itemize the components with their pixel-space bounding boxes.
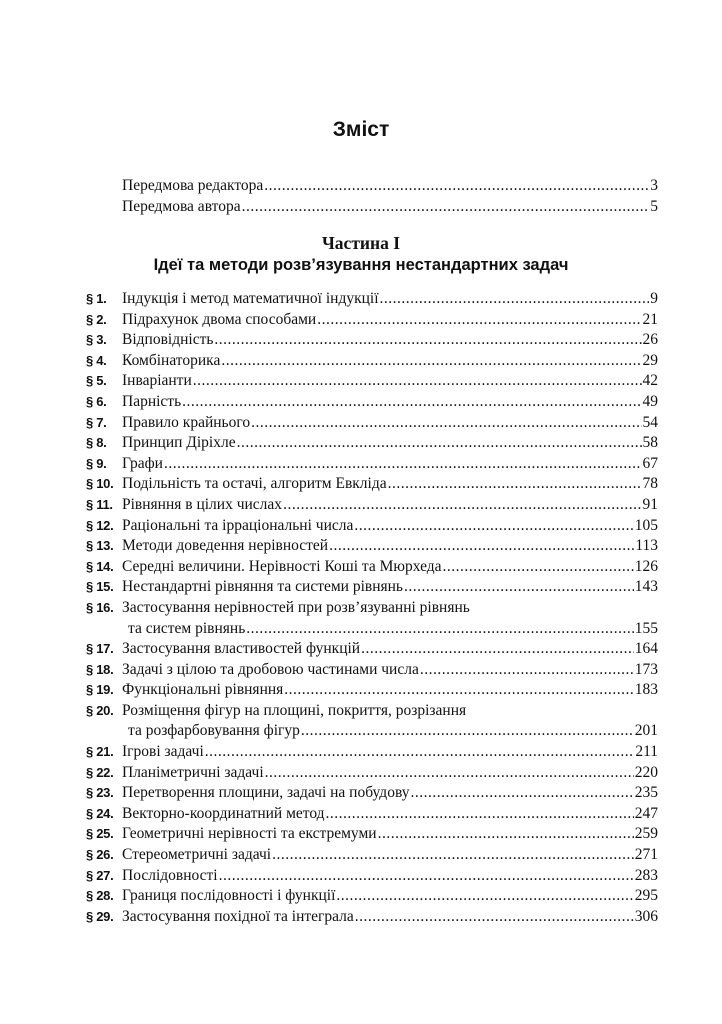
toc-entry[interactable] <box>86 557 658 578</box>
toc-entry-page: 155 <box>634 619 658 637</box>
leader-dots <box>221 351 641 372</box>
section-number: § 17. <box>86 641 114 657</box>
section-number: § 2. <box>86 311 107 327</box>
toc-entry-page: 143 <box>634 578 658 596</box>
toc-entry-page: 3 <box>650 177 658 194</box>
toc-entry[interactable] <box>86 536 658 557</box>
leader-dots <box>164 454 642 475</box>
toc-entry[interactable] <box>86 907 658 928</box>
toc-entry[interactable] <box>86 392 658 413</box>
toc-entry-title: Парність <box>122 392 182 410</box>
toc-entry-page: 42 <box>642 372 658 390</box>
toc-entry-page: 29 <box>642 351 658 369</box>
leader-dots <box>272 845 634 866</box>
toc-entry[interactable] <box>86 701 658 722</box>
leader-dots <box>355 907 634 928</box>
toc-entry-title: Нестандартні рівняння та системи рівнянь <box>122 578 403 596</box>
toc-entry[interactable] <box>86 598 658 619</box>
toc-entry-title: Ігрові задачі <box>122 743 204 761</box>
toc-entry-title: Методи доведення нерівностей <box>122 537 329 555</box>
section-number: § 26. <box>86 847 114 863</box>
toc-entry-title: Індукція і метод математичної індукції <box>122 290 379 307</box>
toc-entry[interactable] <box>86 824 658 845</box>
toc-entry-title: Графи <box>122 454 163 472</box>
toc-entry-title: Застосування властивостей функцій <box>122 640 361 658</box>
toc-entry[interactable] <box>86 433 658 454</box>
section-number: § 10. <box>86 476 114 492</box>
toc-entry-title: Передмова автора <box>122 197 241 215</box>
section-number: § 3. <box>86 332 107 348</box>
toc-entry-title: Середні величини. Нерівності Коші та Мюрхеда <box>122 557 442 575</box>
toc-entry-title: Раціональні та ірраціональні числа <box>122 516 354 534</box>
leader-dots <box>380 289 650 310</box>
leader-dots <box>214 330 641 351</box>
toc-entry[interactable] <box>86 660 658 681</box>
toc-entry-title: Передмова редактора <box>122 177 264 194</box>
toc-entry-page: 247 <box>634 804 658 822</box>
toc-entry-title: Комбінаторика <box>122 351 221 369</box>
toc-entry-page: 26 <box>642 331 658 349</box>
toc-entry-page: 105 <box>634 516 658 534</box>
section-number: § 16. <box>86 599 114 615</box>
section-number: § 12. <box>86 517 114 533</box>
toc-entry-title: Відповідність <box>122 331 214 349</box>
leader-dots <box>420 660 634 681</box>
toc-entry[interactable] <box>86 454 658 475</box>
section-number: § 13. <box>86 538 114 554</box>
section-number: § 14. <box>86 558 114 574</box>
leader-dots <box>388 474 642 495</box>
leader-dots <box>284 680 633 701</box>
leader-dots <box>410 783 633 804</box>
leader-dots <box>283 495 641 516</box>
toc-entry[interactable] <box>86 413 658 434</box>
leader-dots <box>301 721 634 742</box>
section-number: § 24. <box>86 805 114 821</box>
toc-entry[interactable] <box>86 289 658 310</box>
section-number: § 1. <box>86 291 107 306</box>
chapter-list <box>86 289 658 927</box>
toc-entry-title: Рівняння в цілих числах <box>122 495 283 513</box>
leader-dots <box>264 176 649 197</box>
toc-entry[interactable] <box>86 495 658 516</box>
section-number: § 28. <box>86 888 114 904</box>
leader-dots <box>404 577 634 598</box>
section-number: § 8. <box>86 435 107 451</box>
section-number: § 7. <box>86 414 107 430</box>
section-number: § 18. <box>86 661 114 677</box>
toc-entry-page: 295 <box>634 887 658 905</box>
part-subtitle: Ідеї та методи розв’язування нестандартних задач <box>153 256 569 274</box>
leader-dots <box>317 310 641 331</box>
toc-entry-title: Застосування похідної та інтеграла <box>122 907 354 925</box>
leader-dots <box>237 433 642 454</box>
toc-entry-page: 126 <box>634 557 658 575</box>
toc-entry-title-cont: та розфарбовування фігур <box>128 722 300 740</box>
toc-entry-page: 54 <box>642 413 658 431</box>
toc-entry-continuation[interactable] <box>122 619 658 640</box>
leader-dots <box>336 886 633 907</box>
leader-dots <box>443 557 634 578</box>
toc-entry-title: Планіметричні задачі <box>122 763 264 781</box>
toc-entry-page: 211 <box>635 743 658 761</box>
toc-entry[interactable] <box>86 371 658 392</box>
toc-entry[interactable] <box>86 310 658 331</box>
toc-entry[interactable] <box>86 783 658 804</box>
toc-entry[interactable] <box>86 351 658 372</box>
toc-entry[interactable] <box>86 886 658 907</box>
toc-entry-page: 91 <box>642 495 658 513</box>
toc-entry[interactable] <box>86 742 658 763</box>
section-number: § 20. <box>86 702 114 718</box>
toc-entry-title: Розміщення фігур на площині, покриття, розрізання <box>122 701 467 719</box>
toc-entry-title: Геометричні нерівності та екстремуми <box>122 825 377 843</box>
leader-dots <box>246 619 633 640</box>
leader-dots <box>251 413 641 434</box>
toc-entry-page: 271 <box>634 846 658 864</box>
toc-entry-page: 49 <box>642 392 658 410</box>
leader-dots <box>205 742 635 763</box>
toc-entry-page: 67 <box>642 454 658 472</box>
section-number: § 27. <box>86 867 114 883</box>
section-number: § 25. <box>86 826 114 842</box>
leader-dots <box>378 824 634 845</box>
toc-entry-title: Принцип Діріхле <box>122 434 236 452</box>
leader-dots <box>242 197 650 218</box>
toc-entry-title: Стереометричні задачі <box>122 846 272 864</box>
toc-entry-title: Послідовності <box>122 866 218 884</box>
toc-entry-title: Границя послідовності і функції <box>122 887 336 905</box>
toc-entry-page: 235 <box>634 784 658 802</box>
toc-entry-page: 9 <box>650 290 658 307</box>
toc-entry-page: 283 <box>634 866 658 884</box>
section-number: § 4. <box>86 352 107 368</box>
toc-entry-title: Перетворення площини, задачі на побудову <box>122 784 410 802</box>
toc-entry-page: 5 <box>650 197 658 215</box>
section-number: § 6. <box>86 393 107 409</box>
toc-entry[interactable] <box>86 516 658 537</box>
toc-entry-title: Подільність та остачі, алгоритм Евкліда <box>122 475 387 493</box>
toc-entry-title: Векторно-координатний метод <box>122 804 325 822</box>
leader-dots <box>193 371 642 392</box>
toc-entry-title: Інваріанти <box>122 372 192 390</box>
section-number: § 11. <box>86 496 113 512</box>
toc-entry-page: 21 <box>642 310 658 328</box>
leader-dots <box>182 392 641 413</box>
section-number: § 5. <box>86 373 107 389</box>
section-number: § 29. <box>86 908 114 924</box>
toc-entry[interactable] <box>86 577 658 598</box>
front-matter <box>122 176 658 217</box>
toc-entry-title: Підрахунок двома способами <box>122 310 317 328</box>
part-label: Частина I <box>321 233 401 253</box>
toc-entry[interactable] <box>86 474 658 495</box>
leader-dots <box>219 866 634 887</box>
toc-entry-page: 220 <box>634 763 658 781</box>
toc-entry-page: 173 <box>634 660 658 678</box>
toc-entry[interactable] <box>122 176 658 197</box>
section-number: § 23. <box>86 785 114 801</box>
section-number: § 15. <box>86 579 114 595</box>
toc-entry[interactable] <box>86 845 658 866</box>
toc-entry-title: Застосування нерівностей при розв’язуванні рівнянь <box>122 598 470 616</box>
section-number: § 19. <box>86 682 114 698</box>
toc-entry[interactable] <box>86 804 658 825</box>
toc-entry[interactable] <box>86 763 658 784</box>
leader-dots <box>329 536 634 557</box>
section-number: § 22. <box>86 764 114 780</box>
leader-dots <box>361 639 634 660</box>
section-number: § 21. <box>86 744 114 760</box>
toc-entry[interactable] <box>86 866 658 887</box>
toc-entry-continuation[interactable] <box>122 721 658 742</box>
toc-entry[interactable] <box>86 680 658 701</box>
leader-dots <box>354 516 633 537</box>
toc-entry-page: 259 <box>634 825 658 843</box>
toc-entry[interactable] <box>86 639 658 660</box>
toc-entry-page: 58 <box>642 434 658 452</box>
leader-dots <box>265 763 634 784</box>
toc-entry-title: Задачі з цілою та дробовою частинами числа <box>122 660 419 678</box>
toc-entry-page: 306 <box>634 907 658 925</box>
toc-entry-title: Правило крайнього <box>122 413 251 431</box>
toc-entry-title-cont: та систем рівнянь <box>128 619 246 637</box>
toc-entry-title: Функціональні рівняння <box>122 681 284 699</box>
toc-entry-page: 201 <box>634 722 658 740</box>
leader-dots <box>326 804 634 825</box>
toc-entry-page: 164 <box>634 640 658 658</box>
section-number: § 9. <box>86 455 107 471</box>
toc-entry-page: 113 <box>635 537 658 555</box>
page-title: Зміст <box>332 118 390 141</box>
toc-entry-page: 183 <box>634 681 658 699</box>
toc-entry-page: 78 <box>642 475 658 493</box>
toc-entry[interactable] <box>86 330 658 351</box>
toc-entry[interactable] <box>122 197 658 218</box>
